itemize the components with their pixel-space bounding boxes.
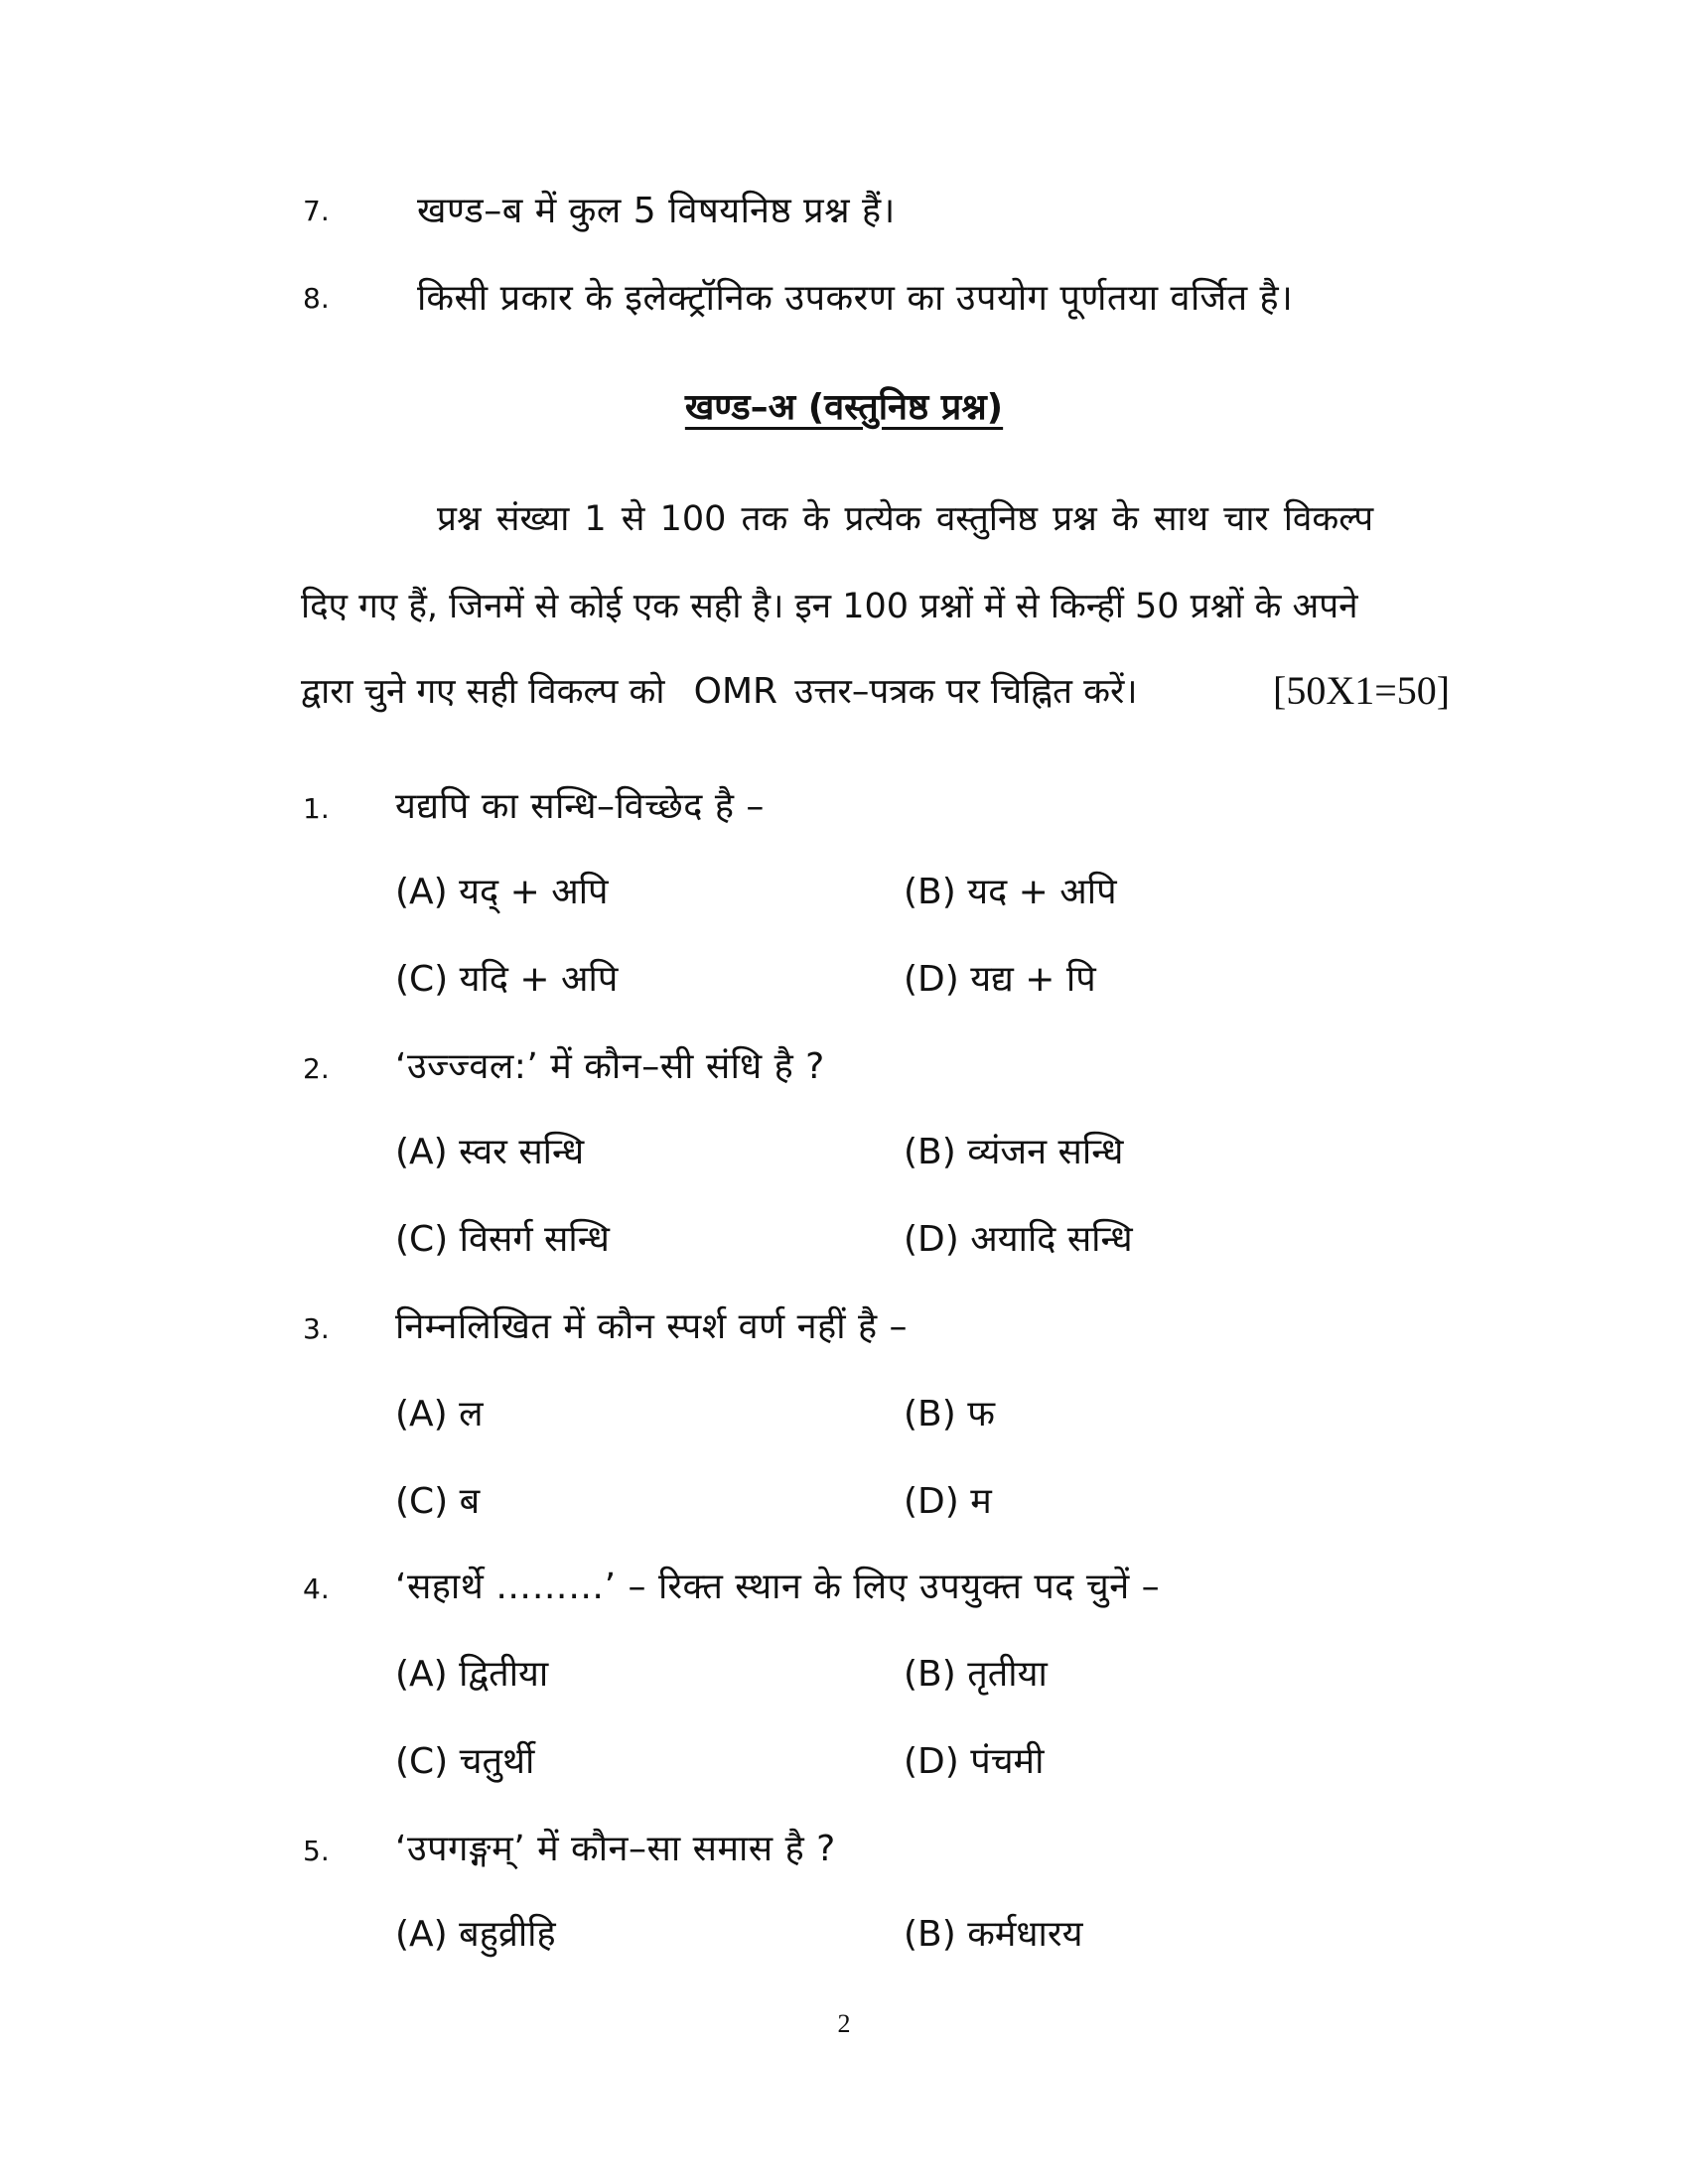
- question-text: ‘उज्ज्वल:’ में कौन–सी संधि है ?: [395, 1046, 825, 1087]
- omr-label: OMR: [693, 671, 778, 712]
- intro-line-3: [301, 667, 1138, 714]
- option-b: (B) व्यंजन सन्धि: [904, 1132, 1124, 1172]
- intro-line-3-suffix: उत्तर–पत्रक पर चिह्नित करें।: [794, 672, 1138, 712]
- instruction-number: 8.: [303, 282, 330, 315]
- option-d: (D) म: [904, 1481, 992, 1522]
- question-text: ‘उपगङ्गम्’ में कौन–सा समास है ?: [395, 1829, 836, 1869]
- instruction-text: किसी प्रकार के इलेक्ट्रॉनिक उपकरण का उपयोग पूर्णतया वर्जित है।: [417, 278, 1294, 319]
- option-d: (D) अयादि सन्धि: [904, 1219, 1133, 1260]
- option-a: (A) स्वर सन्धि: [395, 1132, 585, 1172]
- option-d: (D) पंचमी: [904, 1741, 1045, 1782]
- option-a: (A) द्वितीया: [395, 1654, 549, 1695]
- option-b: (B) तृतीया: [904, 1654, 1048, 1695]
- option-a: (A) ल: [395, 1394, 484, 1434]
- page-number: 2: [837, 2009, 851, 2038]
- intro-line-1: प्रश्न संख्या 1 से 100 तक के प्रत्येक वस्तुनिष्ठ प्रश्न के साथ चार विकल्प: [437, 499, 1374, 539]
- option-b: (B) यद + अपि: [904, 872, 1117, 912]
- option-b: (B) फ: [904, 1394, 995, 1434]
- option-c: (C) ब: [395, 1481, 481, 1522]
- option-d: (D) यद्य + पि: [904, 959, 1096, 1000]
- option-c: (C) विसर्ग सन्धि: [395, 1219, 610, 1260]
- option-b: (B) कर्मधारय: [904, 1914, 1083, 1955]
- section-heading: खण्ड–अ (वस्तुनिष्ठ प्रश्न): [684, 387, 1004, 428]
- option-c: (C) यदि + अपि: [395, 959, 619, 1000]
- option-a: (A) यद् + अपि: [395, 872, 609, 912]
- question-number: 3.: [303, 1312, 330, 1345]
- option-c: (C) चतुर्थी: [395, 1741, 535, 1782]
- question-text: यद्यपि का सन्धि–विच्छेद है –: [395, 786, 765, 827]
- question-text: निम्नलिखित में कौन स्पर्श वर्ण नहीं है –: [395, 1306, 909, 1347]
- instruction-number: 7.: [303, 195, 330, 227]
- marks-label: [50X1=50]: [1273, 668, 1451, 713]
- intro-line-3-prefix: द्वारा चुने गए सही विकल्प को: [301, 672, 665, 712]
- question-text: ‘सहार्थे ………’ – रिक्त स्थान के लिए उपयुक्त पद चुनें –: [395, 1567, 1161, 1607]
- question-number: 4.: [303, 1572, 330, 1605]
- instruction-text: खण्ड–ब में कुल 5 विषयनिष्ठ प्रश्न हैं।: [417, 191, 896, 231]
- question-number: 5.: [303, 1835, 330, 1867]
- question-number: 1.: [303, 792, 330, 825]
- option-a: (A) बहुव्रीहि: [395, 1914, 556, 1955]
- intro-line-2: दिए गए हैं, जिनमें से कोई एक सही है। इन 100 प्रश्नों में से किन्हीं 50 प्रश्नों के अपने: [301, 587, 1358, 626]
- question-number: 2.: [303, 1052, 330, 1085]
